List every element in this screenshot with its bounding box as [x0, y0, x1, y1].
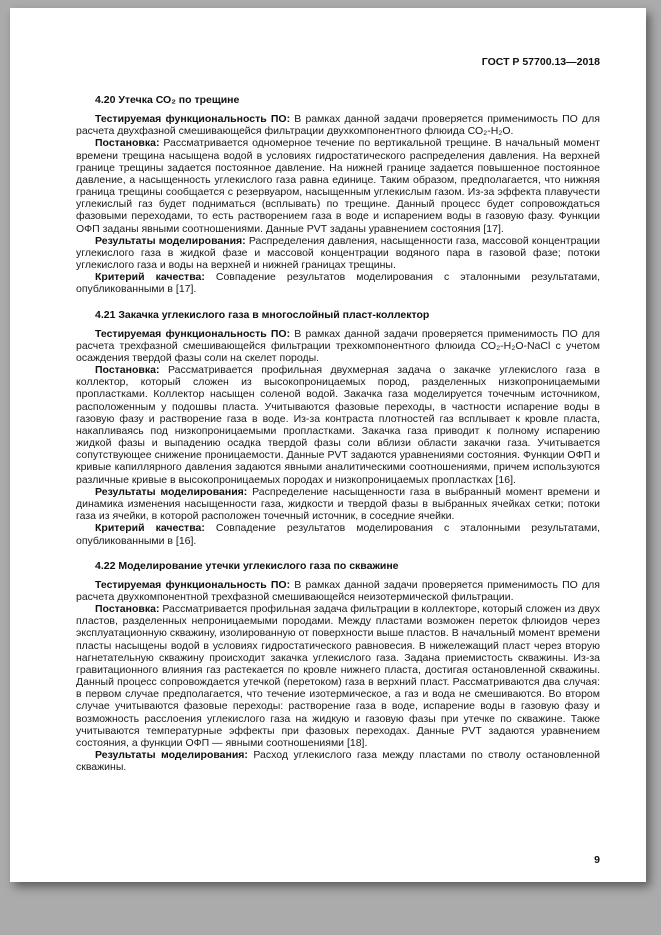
paragraph: [76, 113, 600, 137]
document-header: ГОСТ Р 57700.13—2018: [481, 56, 600, 68]
paragraph-lead: Тестируемая функциональность ПО:: [95, 578, 291, 591]
paragraph-text: В рамках данной задачи проверяется применимость ПО для расчета трехфазной смешивающейся фильтрации трехкомпонентного флюида СО₂-Н₂О-NaCl с учетом осаждения твердой фазы соли на скелет породы.: [76, 327, 600, 364]
paragraph: [76, 749, 600, 773]
paragraph-lead: Постановка:: [95, 364, 160, 377]
paragraph: [76, 603, 600, 749]
paragraph-lead: Результаты моделирования:: [95, 749, 248, 762]
paragraph-lead: Тестируемая функциональность ПО:: [95, 327, 291, 340]
paragraph: [76, 486, 600, 523]
paragraph: [76, 579, 600, 603]
paragraph-text: Рассматривается профильная двухмерная задача о закачке углекислого газа в коллектор, который сложен из высокопроницаемых пород, разделенных низкопроницаемыми пропластками. Коллектор насыщен соленой водой. Закачка газа моделируется точечным источником, расположенным у подошвы пласта. Учитываются фазовые переходы, в частности испарение воды в газовую фазу и растворение газа в воде. Из-за контраста плотностей газ всплывает к кровле пласта, накапливаясь под низкопроницаемыми пропластками. Закачка газа приводит к полному испарению жидкой фазы и выпадению осадка твердой фазы соли вблизи области закачки газа. Учитывается сопутствующее снижение проницаемости. Данные PVT задаются уравнениями состояния. Функции ОФП и кривые капиллярного давления задаются явными аналитическими соотношениями, причем используются различные кривые в высокопроницаемых породах и низкопроницаемых пропластках [16].: [76, 364, 600, 486]
paragraph-text: Распределения давления, насыщенности газа, массовой концентрации углекислого газа в жидкой фазе и массовой концентрации водяного пара в газовой фазе; потоки углекислого газа и воды на верхней и нижней границах трещины.: [76, 234, 601, 272]
paragraph-text: Рассматривается профильная задача фильтрации в коллекторе, который сложен из двух пластов, разделенных непроницаемыми породами. Между пластами возможен переток флюидов через эксплуатационную скважину, изолированную от поверхности выше пластов. В начальный момент времени пласты насыщены водой в условиях гидростатического равновесия. В нижележащий пласт через вторую нагнетательную скважину происходит закачка углекислого газа. Задана приемистость скважины. Из-за гравитационного влияния газ растекается по кровле нижнего пласта, достигая остановленной скважины. Данный процесс сопровождается утечкой (перетоком) газа в верхний пласт. Рассматриваются два случая: в первом случае предполагается, что течение изотермическое, а газ и вода не смешиваются. Во втором случае учитываются фазовые переходы: растворение газа в воде, испарение воды в газовую фазу и возможность расслоения углекислого газа на жидкую и газовую фазы при утечке по скважине. Также учитываются температурные эффекты при фазовых переходах. Данные PVT задаются уравнением состояния, а функции ОФП — явными соотношениями [18].: [76, 603, 600, 749]
paragraph-lead: Результаты моделирования:: [95, 485, 248, 498]
paragraph-text: Рассматривается одномерное течение по вертикальной трещине. В начальный момент времени трещина насыщена водой в условиях гидростатического распределения давления. На верхней границе трещины задается постоянное давление. На нижней границе задается повышенное постоянное давление, а насыщенность углекислого газа равна единице. Таким образом, предполагается, что нижняя граница трещины сообщается с резервуаром, насыщенным углекислым газом. Из-за эффекта плавучести углекислый газ будет подниматься (всплывать) по трещине. Данный процесс будет сопровождаться фазовыми переходами, то есть растворением газа в воде и испарением воды в газовую фазу. Функции ОФП заданы явными соотношениями. Данные PVT заданы уравнением состояния [17].: [76, 137, 600, 235]
paragraph-lead: Критерий качества:: [95, 522, 205, 535]
section-heading: 4.22 Моделирование утечки углекислого газа по скважине: [95, 559, 399, 572]
document-page: [10, 8, 646, 882]
section-4-20: [76, 94, 600, 296]
paragraph-text: Совпадение результатов моделирования с эталонными результатами, опубликованными в [16].: [76, 522, 601, 547]
section-4-21: [76, 309, 600, 547]
paragraph-text: В рамках данной задачи проверяется применимость ПО для расчета двухкомпонентной трехфазной смешивающейся неизотермической фильтрации.: [76, 578, 600, 603]
paragraph-lead: Критерий качества:: [95, 271, 205, 284]
paragraph-text: Расход углекислого газа между пластами по стволу остановленной скважины.: [76, 749, 600, 774]
paragraph: [76, 522, 600, 546]
section-heading: 4.21 Закачка углекислого газа в многослойный пласт-коллектор: [95, 308, 430, 321]
section-4-22: [76, 560, 600, 774]
paragraph-lead: Постановка:: [95, 137, 160, 150]
paragraph: [76, 328, 600, 365]
paragraph-text: В рамках данной задачи проверяется применимость ПО для расчета двухфазной смешивающейся фильтрации двухкомпонентного флюида СО₂-Н₂О.: [76, 113, 600, 138]
paragraph-lead: Результаты моделирования:: [95, 234, 246, 247]
paragraph-text: Совпадение результатов моделирования с эталонными результатами, опубликованными в [17].: [76, 271, 601, 296]
paragraph: [76, 235, 600, 272]
page-number: 9: [594, 854, 600, 866]
paragraph: [76, 137, 600, 234]
paragraph-text: Распределение насыщенности газа в выбранный момент времени и динамика изменения насыщенности газа, жидкости и твердой фазы в выбранных ячейках сетки; потоки газа из ячейки, в которой расположен точечный источник, в соседние ячейки.: [76, 485, 601, 523]
paragraph: [76, 364, 600, 486]
paragraph-lead: Тестируемая функциональность ПО:: [95, 113, 291, 125]
section-heading: 4.20 Утечка СО₂ по трещине: [95, 94, 240, 106]
paragraph-lead: Постановка:: [95, 603, 160, 616]
paragraph: [76, 271, 600, 295]
document-content: [76, 94, 600, 773]
